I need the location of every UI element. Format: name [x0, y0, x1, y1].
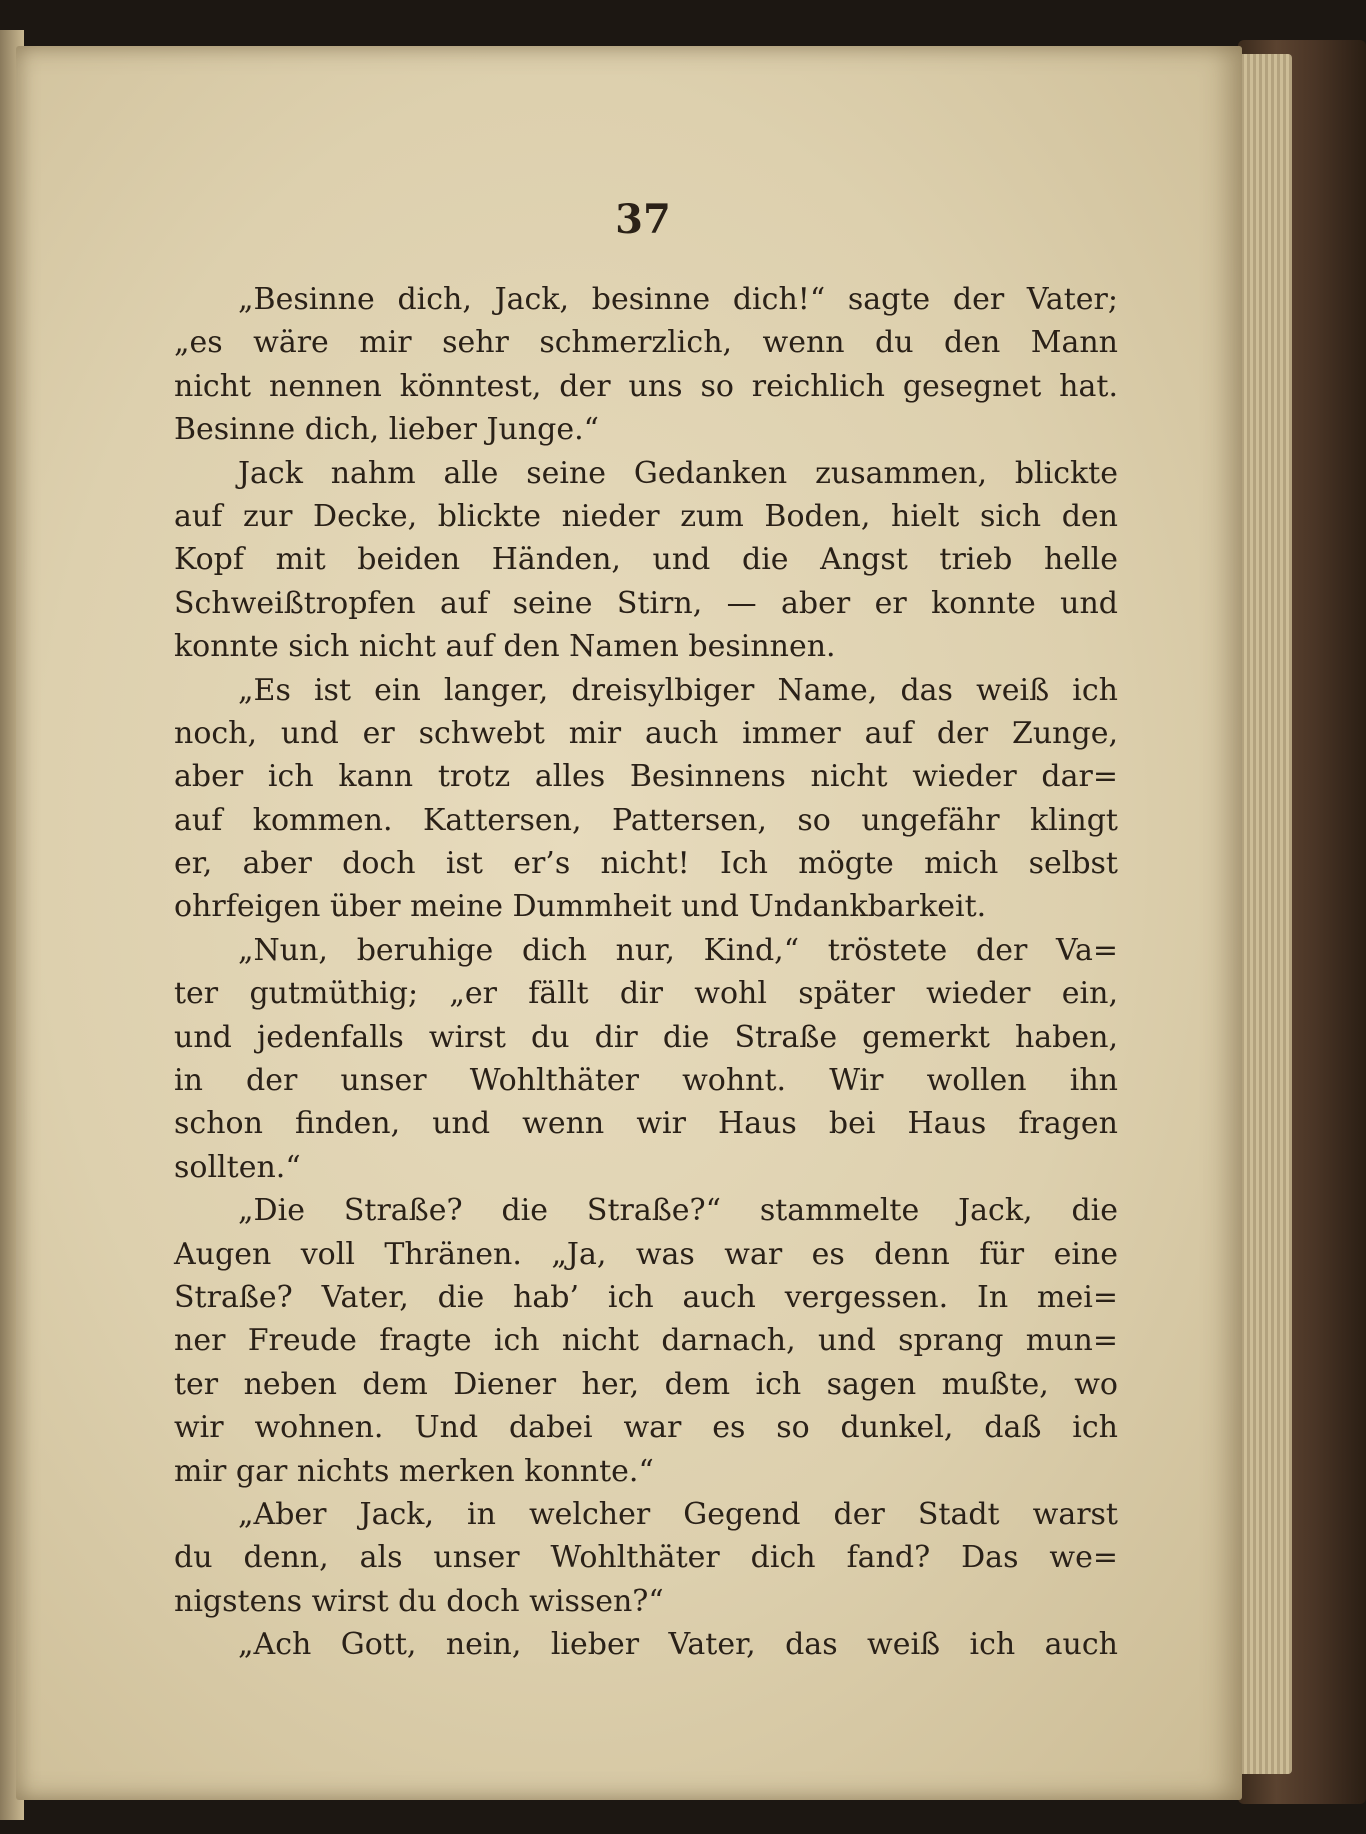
- text-line: wir wohnen. Und dabei war es so dunkel, daß ich: [174, 1410, 1118, 1446]
- text-line: Augen voll Thränen. „Ja, was war es denn für eine: [174, 1236, 1118, 1272]
- text-line: er, aber doch ist er’s nicht! Ich mögte mich selbst: [174, 846, 1118, 882]
- page-number: 37: [615, 196, 671, 243]
- text-line: ohrfeigen über meine Dummheit und Undankbarkeit.: [174, 889, 987, 925]
- text-line: sollten.“: [174, 1149, 301, 1185]
- text-line: Kopf mit beiden Händen, und die Angst trieb helle: [174, 542, 1118, 578]
- text-line: Jack nahm alle seine Gedanken zusammen, blickte: [238, 455, 1118, 491]
- text-line: ter gutmüthig; „er fällt dir wohl später wieder ein,: [174, 976, 1118, 1012]
- text-line: konnte sich nicht auf den Namen besinnen.: [174, 629, 836, 665]
- text-line: auf zur Decke, blickte nieder zum Boden, hielt sich den: [174, 498, 1118, 534]
- text-line: noch, und er schwebt mir auch immer auf der Zunge,: [174, 715, 1118, 751]
- text-line: schon finden, und wenn wir Haus bei Haus fragen: [174, 1106, 1118, 1142]
- text-line: „Besinne dich, Jack, besinne dich!“ sagte der Vater;: [238, 282, 1118, 317]
- text-line: Schweißtropfen auf seine Stirn, — aber er konnte und: [174, 585, 1118, 621]
- text-line: auf kommen. Kattersen, Pattersen, so ungefähr klingt: [174, 802, 1118, 838]
- text-line: „es wäre mir sehr schmerzlich, wenn du den Mann: [174, 325, 1118, 361]
- text-line: in der unser Wohlthäter wohnt. Wir wollen ihn: [174, 1063, 1118, 1099]
- text-line: ner Freude fragte ich nicht darnach, und sprang mun=: [174, 1323, 1118, 1359]
- text-line: „Ach Gott, nein, lieber Vater, das weiß ich auch: [238, 1627, 1118, 1663]
- text-line: du denn, als unser Wohlthäter dich fand? Das we=: [174, 1540, 1118, 1576]
- body-text: [174, 278, 1118, 1667]
- text-line: Besinne dich, lieber Junge.“: [174, 412, 599, 448]
- text-line: und jedenfalls wirst du dir die Straße gemerkt haben,: [174, 1019, 1118, 1055]
- text-line: nicht nennen könntest, der uns so reichlich gesegnet hat.: [174, 368, 1118, 404]
- text-line: aber ich kann trotz alles Besinnens nicht wieder dar=: [174, 759, 1118, 795]
- text-line: mir gar nichts merken konnte.“: [174, 1453, 654, 1489]
- text-line: nigstens wirst du doch wissen?“: [174, 1583, 664, 1619]
- text-line: „Die Straße? die Straße?“ stammelte Jack, die: [238, 1193, 1118, 1229]
- text-line: „Es ist ein langer, dreisylbiger Name, das weiß ich: [238, 672, 1118, 708]
- page: [16, 46, 1242, 1800]
- text-line: Straße? Vater, die hab’ ich auch vergessen. In mei=: [174, 1279, 1118, 1315]
- text-line: „Nun, beruhige dich nur, Kind,“ tröstete der Va=: [238, 932, 1118, 968]
- text-line: ter neben dem Diener her, dem ich sagen mußte, wo: [174, 1366, 1118, 1402]
- text-line: „Aber Jack, in welcher Gegend der Stadt warst: [238, 1496, 1118, 1532]
